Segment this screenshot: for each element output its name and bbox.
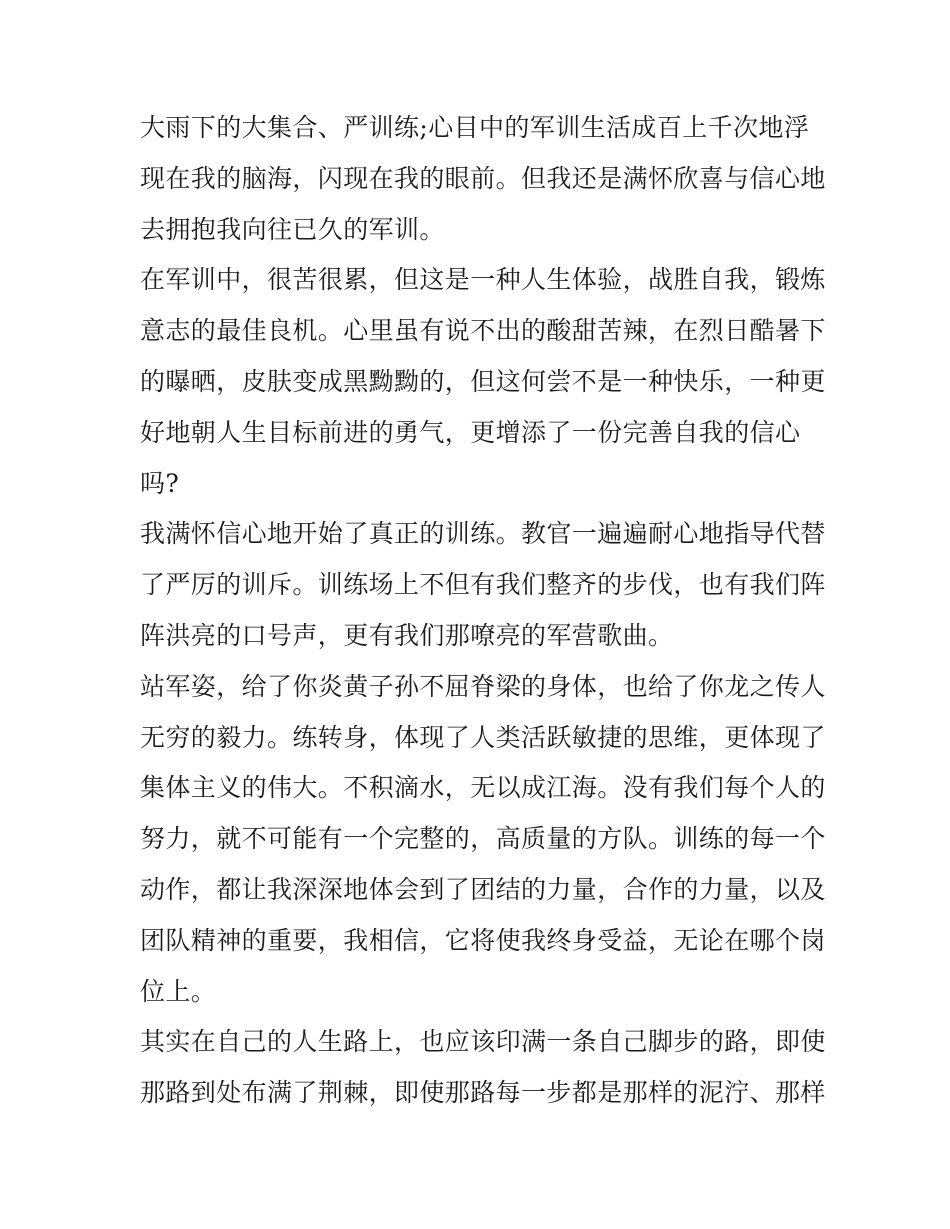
document-body [140,103,826,1119]
text-line: 在军训中，很苦很累，但这是一种人生体验，战胜自我，锻炼 [140,265,826,295]
text-line: 站军姿，给了你炎黄子孙不屈脊梁的身体，也给了你龙之传人 [140,671,826,701]
text-line: 了严厉的训斥。训练场上不但有我们整齐的步伐，也有我们阵 [140,570,826,600]
text-line: 好地朝人生目标前进的勇气，更增添了一份完善自我的信心 [140,417,801,447]
text-line: 动作，都让我深深地体会到了团结的力量，合作的力量，以及 [140,874,826,904]
text-line: 大雨下的大集合、严训练;心目中的军训生活成百上千次地浮 [140,113,810,142]
text-line: 现在我的脑海，闪现在我的眼前。但我还是满怀欣喜与信心地 [140,163,826,193]
text-line: 无穷的毅力。练转身，体现了人类活跃敏捷的思维，更体现了 [140,722,826,752]
text-line: 那路到处布满了荆棘，即使那路每一步都是那样的泥泞、那样 [140,1078,826,1108]
text-line: 我满怀信心地开始了真正的训练。教官一遍遍耐心地指导代替 [140,519,826,549]
text-line: 努力，就不可能有一个完整的，高质量的方队。训练的每一个 [140,824,826,854]
text-line: 团队精神的重要，我相信，它将使我终身受益，无论在哪个岗 [140,925,826,955]
text-line: 意志的最佳良机。心里虽有说不出的酸甜苦辣，在烈日酷暑下 [140,316,826,346]
text-line: 其实在自己的人生路上，也应该印满一条自己脚步的路，即使 [140,1027,826,1057]
text-line: 吗? [140,468,180,498]
text-line: 位上。 [140,976,217,1006]
text-line: 阵洪亮的口号声，更有我们那嘹亮的军营歌曲。 [140,620,674,650]
text-line: 的曝晒，皮肤变成黑黝黝的，但这何尝不是一种快乐，一种更 [140,366,826,396]
text-line: 去拥抱我向往已久的军训。 [140,214,445,244]
text-line: 集体主义的伟大。不积滴水，无以成江海。没有我们每个人的 [140,773,826,803]
